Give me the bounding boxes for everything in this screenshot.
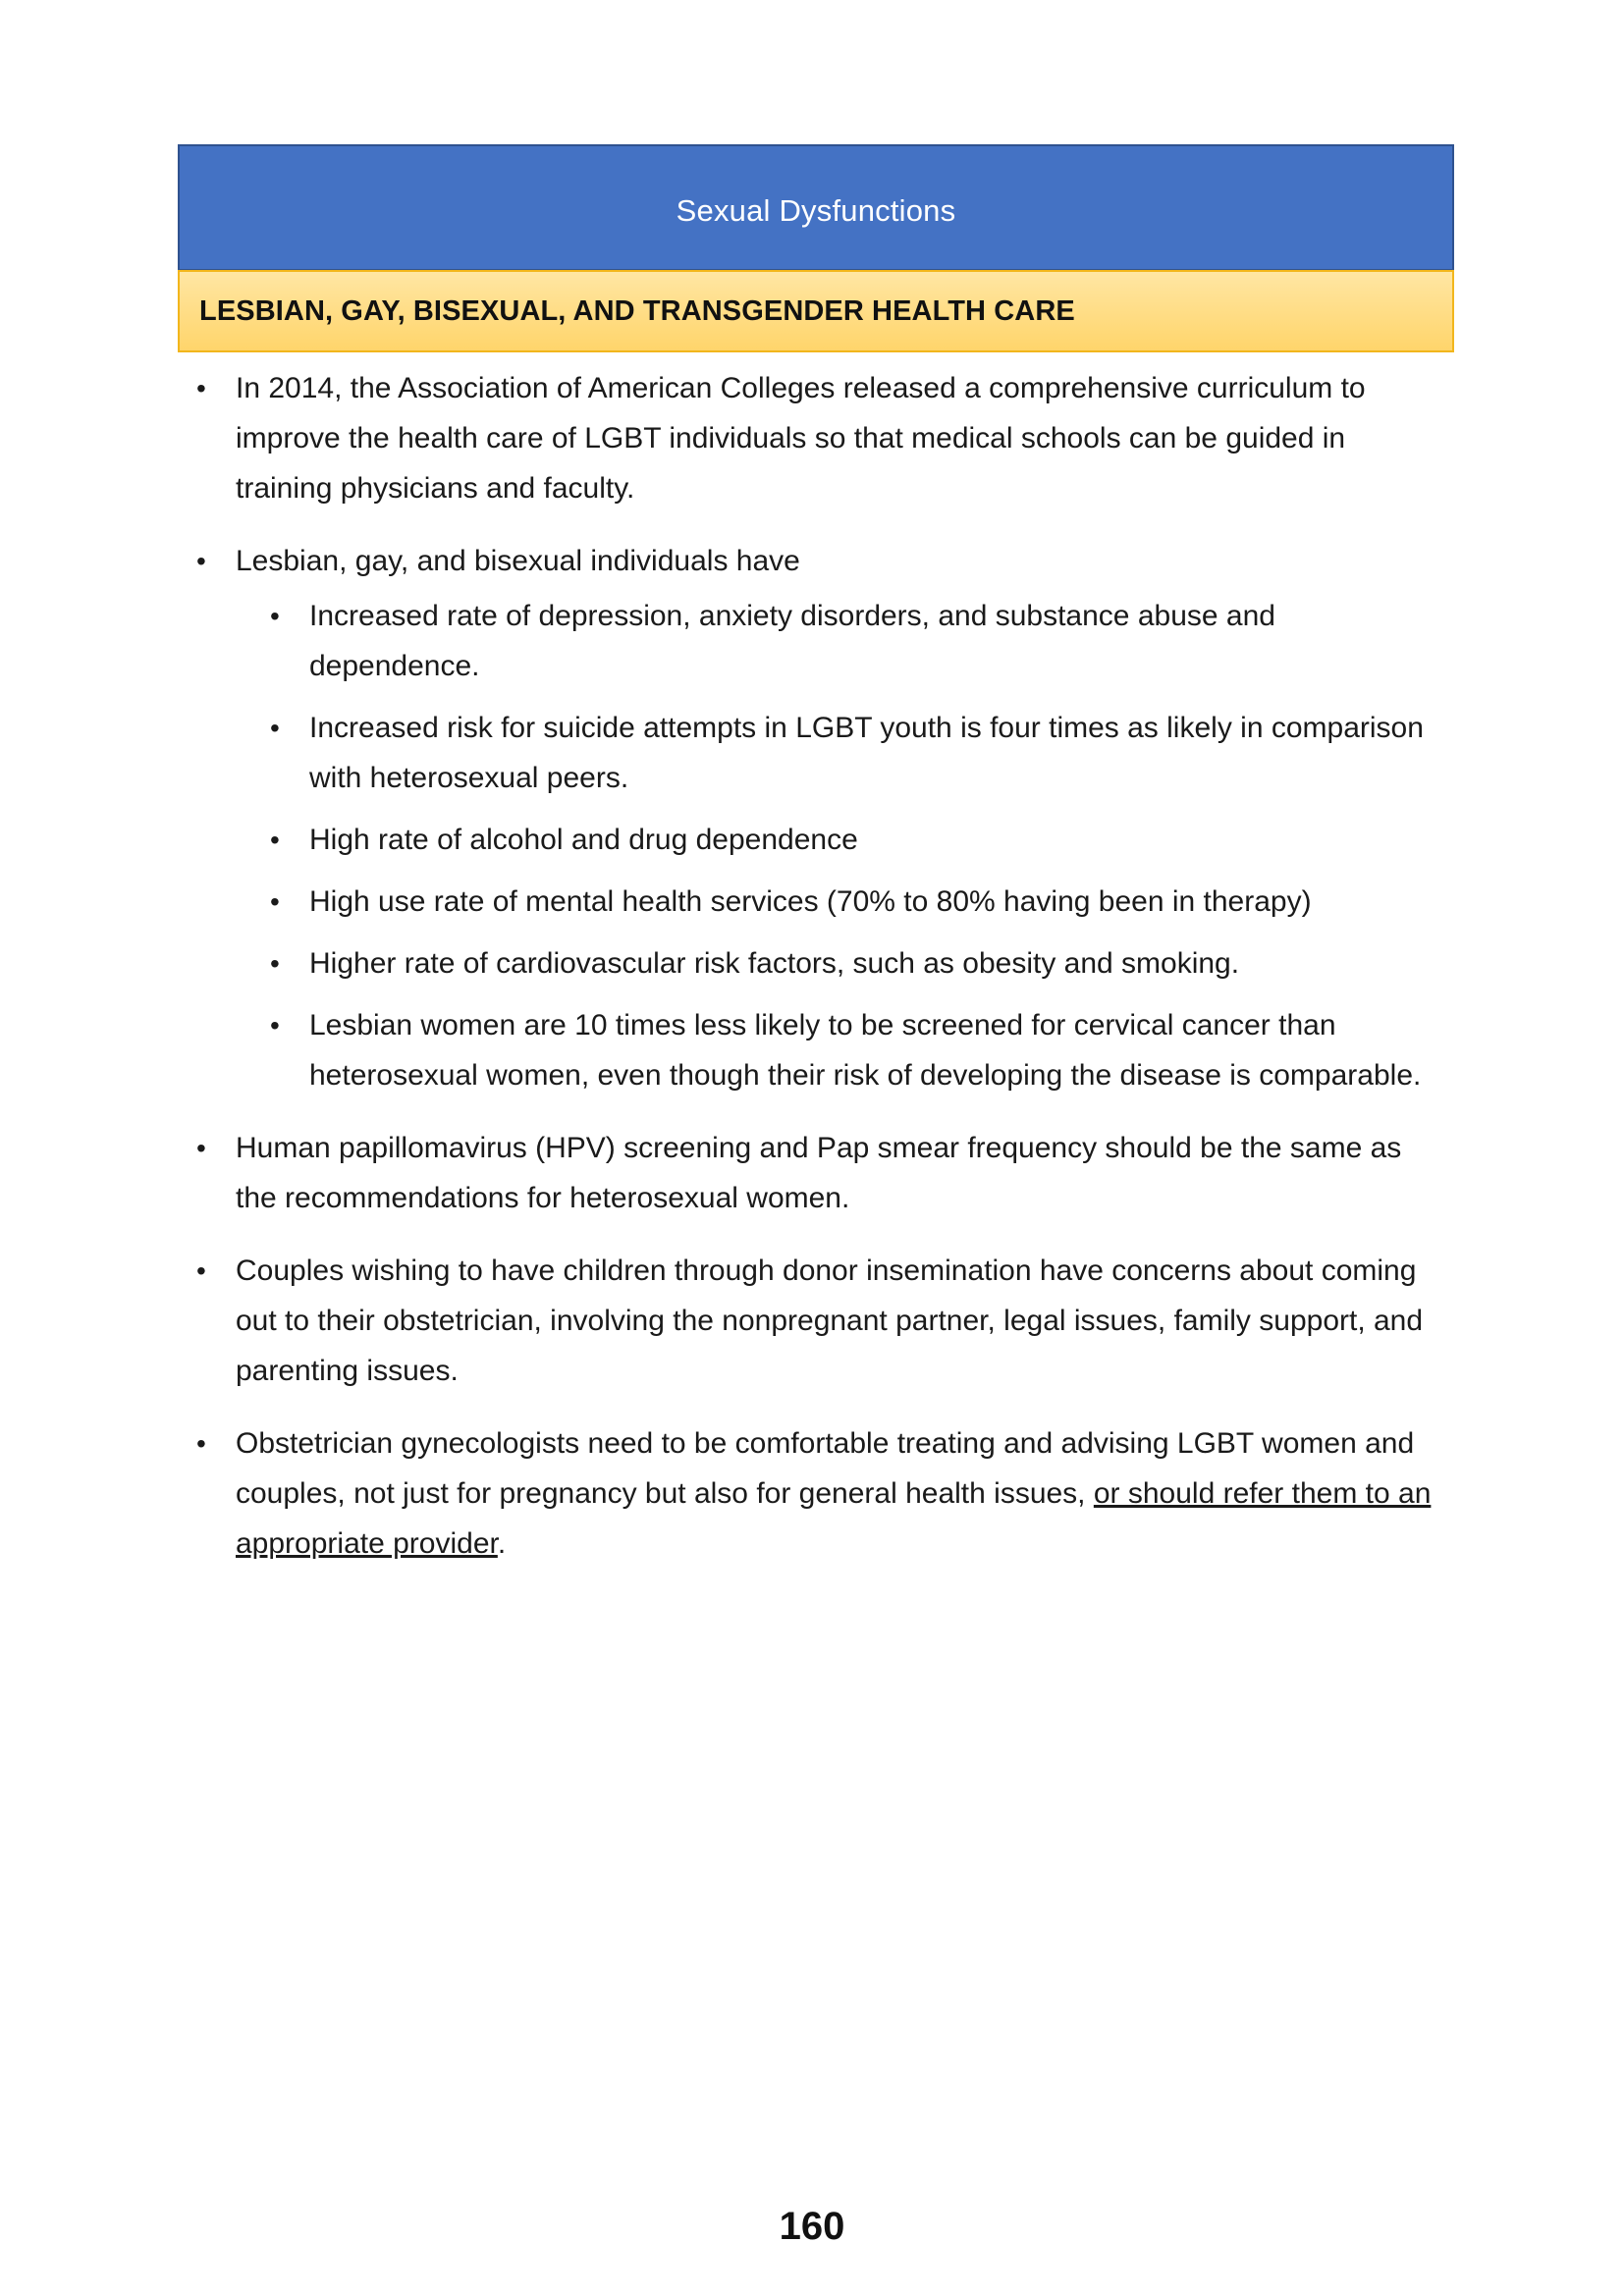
sub-bullet-text: Increased rate of depression, anxiety disorders, and substance abuse and dependence. (309, 600, 1275, 682)
section-title: LESBIAN, GAY, BISEXUAL, AND TRANSGENDER HEALTH CARE (199, 294, 1075, 327)
page-number: 160 (779, 2205, 845, 2248)
list-item (196, 1123, 1443, 1223)
bullet-text-end: . (497, 1527, 507, 1560)
sub-bullet-text: High rate of alcohol and drug dependence (309, 824, 858, 856)
section-header-bar (178, 270, 1454, 352)
list-item (196, 536, 1443, 1100)
underlined-text: or should refer them to an appropriate provider (236, 1477, 1432, 1560)
bullet-text: Human papillomavirus (HPV) screening and Pap smear frequency should be the same as the recommendations for heterosexual women. (236, 1132, 1402, 1214)
sub-bullet-text: Lesbian women are 10 times less likely to be screened for cervical cancer than heterosexual women, even though their risk of developing the disease is comparable. (309, 1009, 1422, 1092)
bullet-text: Couples wishing to have children through donor insemination have concerns about coming out to their obstetrician, involving the nonpregnant partner, legal issues, family support, and parenting issues. (236, 1255, 1424, 1387)
sub-bullet-text: Increased risk for suicide attempts in LGBT youth is four times as likely in comparison with heterosexual peers. (309, 712, 1424, 794)
sub-bullet-text: High use rate of mental health services (70% to 80% having been in therapy) (309, 885, 1312, 918)
chapter-header-bar (178, 144, 1454, 271)
bullet-text: Obstetrician gynecologists need to be comfortable treating and advising LGBT women and couples, not just for pregnancy but also for general health issues, (236, 1427, 1415, 1510)
bullet-text: In 2014, the Association of American Colleges released a comprehensive curriculum to improve the health care of LGBT individuals so that medical schools can be guided in training physicians and faculty. (236, 372, 1366, 505)
sub-list-item (270, 938, 1443, 988)
sub-list-item (270, 703, 1443, 803)
bullet-text: Lesbian, gay, and bisexual individuals have (236, 545, 800, 577)
sub-list-item (270, 877, 1443, 927)
sub-list-item (270, 815, 1443, 865)
list-item (196, 363, 1443, 513)
sub-bullet-list (270, 591, 1443, 1100)
content-body (196, 363, 1443, 1591)
list-item (196, 1246, 1443, 1396)
sub-bullet-text: Higher rate of cardiovascular risk factors, such as obesity and smoking. (309, 947, 1240, 980)
chapter-title: Sexual Dysfunctions (676, 192, 956, 228)
sub-list-item (270, 1000, 1443, 1100)
bullet-list (196, 363, 1443, 1569)
sub-list-item (270, 591, 1443, 691)
list-item (196, 1418, 1443, 1569)
